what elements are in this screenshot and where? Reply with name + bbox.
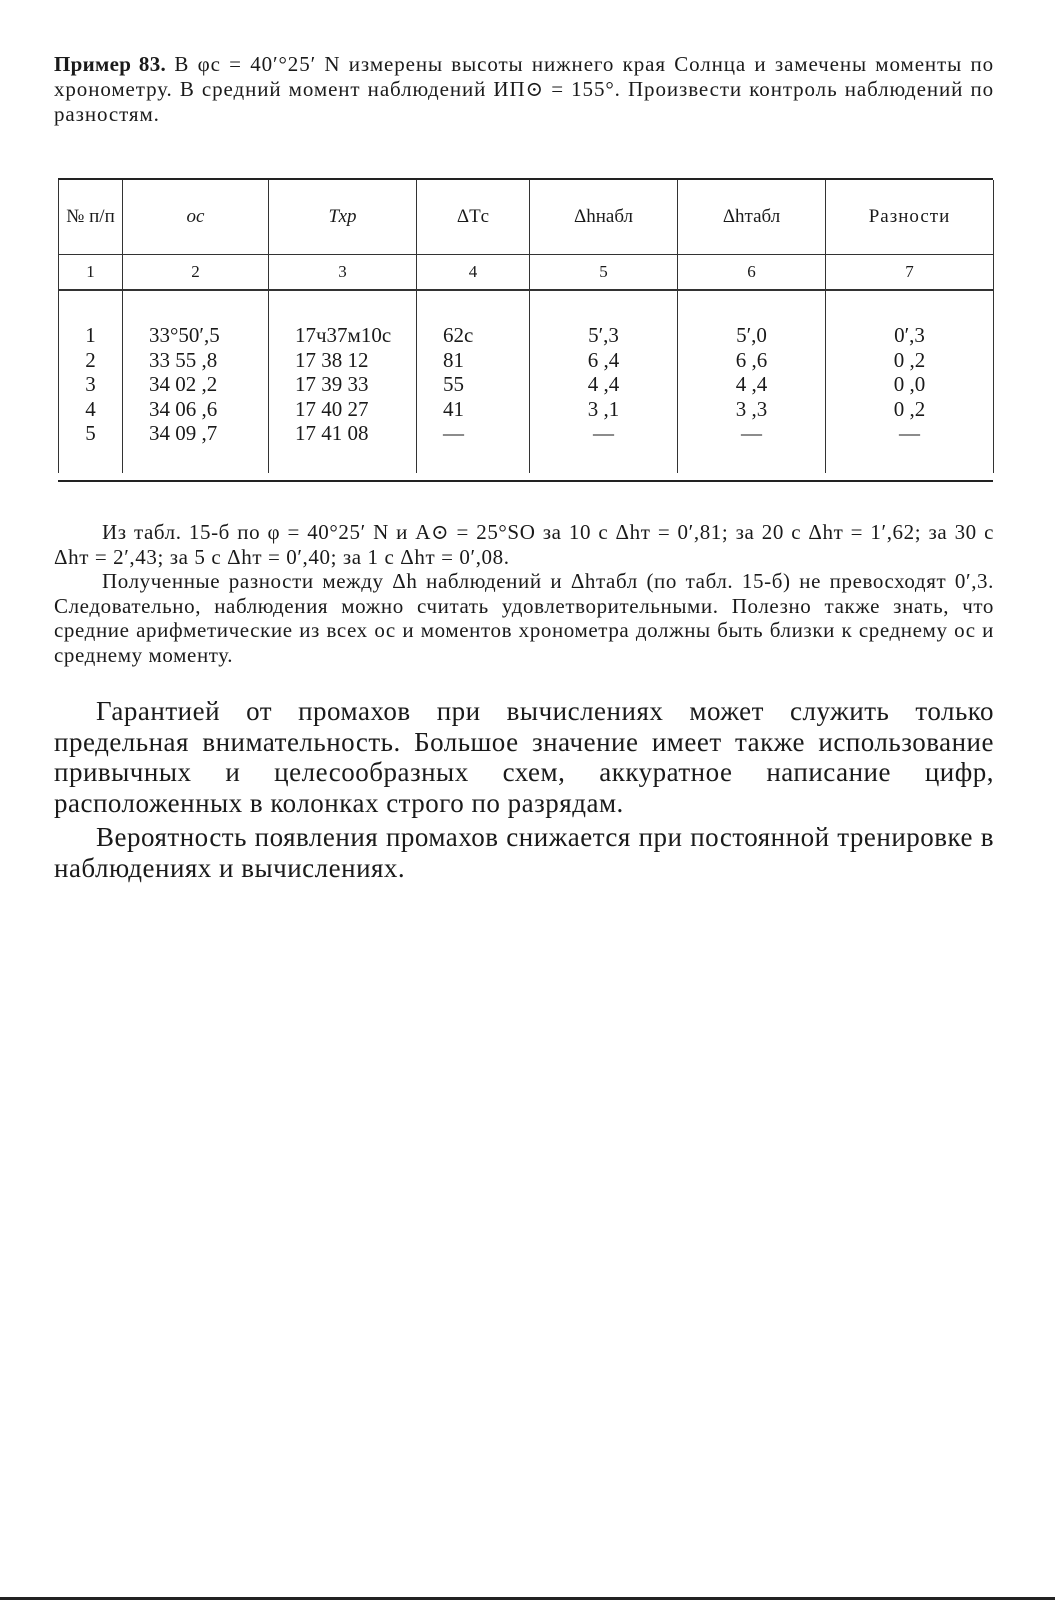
column-number: 3	[269, 255, 417, 291]
example-statement	[54, 52, 994, 127]
body-paragraph: Гарантией от промахов при вычислениях может служить только предельная внимательность. Большое значение имеет также использование привычных и целесообразных схем, аккуратное написание цифр, расположенных в колонках строго по разрядам.	[54, 696, 994, 818]
table-header-row	[59, 180, 994, 255]
column-cell-number: 1 2 3 4 5	[59, 290, 123, 473]
header-number: № п/п	[59, 180, 123, 255]
column-cell-delta-h-observed: 5′,3 6 ,4 4 ,4 3 ,1 —	[530, 290, 678, 473]
calculation-note	[54, 520, 994, 667]
table-row	[59, 290, 994, 473]
column-number: 7	[826, 255, 994, 291]
table-bottom-rule	[58, 480, 993, 482]
column-cell-os: 33°50′,5 33 55 ,8 34 02 ,2 34 06 ,6 34 09 ,7	[123, 290, 269, 473]
column-number: 6	[678, 255, 826, 291]
observations-table	[58, 180, 994, 473]
note-paragraph: Из табл. 15-б по φ = 40°25′ N и A⊙ = 25°SO за 10 с Δhт = 0′,81; за 20 с Δhт = 1′,62; за 30 с Δhт = 2′,43; за 5 с Δhт = 0′,40; за 1 с Δhт = 0′,08.	[54, 520, 994, 569]
column-number: 2	[123, 255, 269, 291]
example-text: В φс = 40′°25′ N измерены высоты нижнего края Солнца и замечены моменты по хронометру. В средний момент наблюдений ИП⊙ = 155°. Произвести контроль наблюдений по разностям.	[54, 52, 994, 126]
column-number: 5	[530, 255, 678, 291]
column-number: 4	[417, 255, 530, 291]
column-cell-delta-t: 62с 81 55 41 —	[417, 290, 530, 473]
column-cell-delta-h-table: 5′,0 6 ,6 4 ,4 3 ,3 —	[678, 290, 826, 473]
header-os: ос	[123, 180, 269, 255]
header-differences: Разности	[826, 180, 994, 255]
header-delta-t: ΔTс	[417, 180, 530, 255]
header-delta-h-table: Δhтабл	[678, 180, 826, 255]
note-paragraph: Полученные разности между Δh наблюдений и Δhтабл (по табл. 15-б) не превосходят 0′,3. Следовательно, наблюдения можно считать удовлетворительными. Полезно также знать, что средние арифметические из всех ос и моментов хронометра должны быть близки к среднему ос и среднему моменту.	[54, 569, 994, 667]
header-t-chronometer: Тхр	[269, 180, 417, 255]
column-cell-differences: 0′,3 0 ,2 0 ,0 0 ,2 —	[826, 290, 994, 473]
column-number-row	[59, 255, 994, 291]
body-paragraph: Вероятность появления промахов снижается при постоянной тренировке в наблюдениях и вычислениях.	[54, 822, 994, 883]
example-label: Пример 83.	[54, 52, 167, 76]
main-text	[54, 696, 994, 887]
header-delta-h-observed: Δhнабл	[530, 180, 678, 255]
column-number: 1	[59, 255, 123, 291]
column-cell-t-chronometer: 17ч37м10с 17 38 12 17 39 33 17 40 27 17 41 08	[269, 290, 417, 473]
